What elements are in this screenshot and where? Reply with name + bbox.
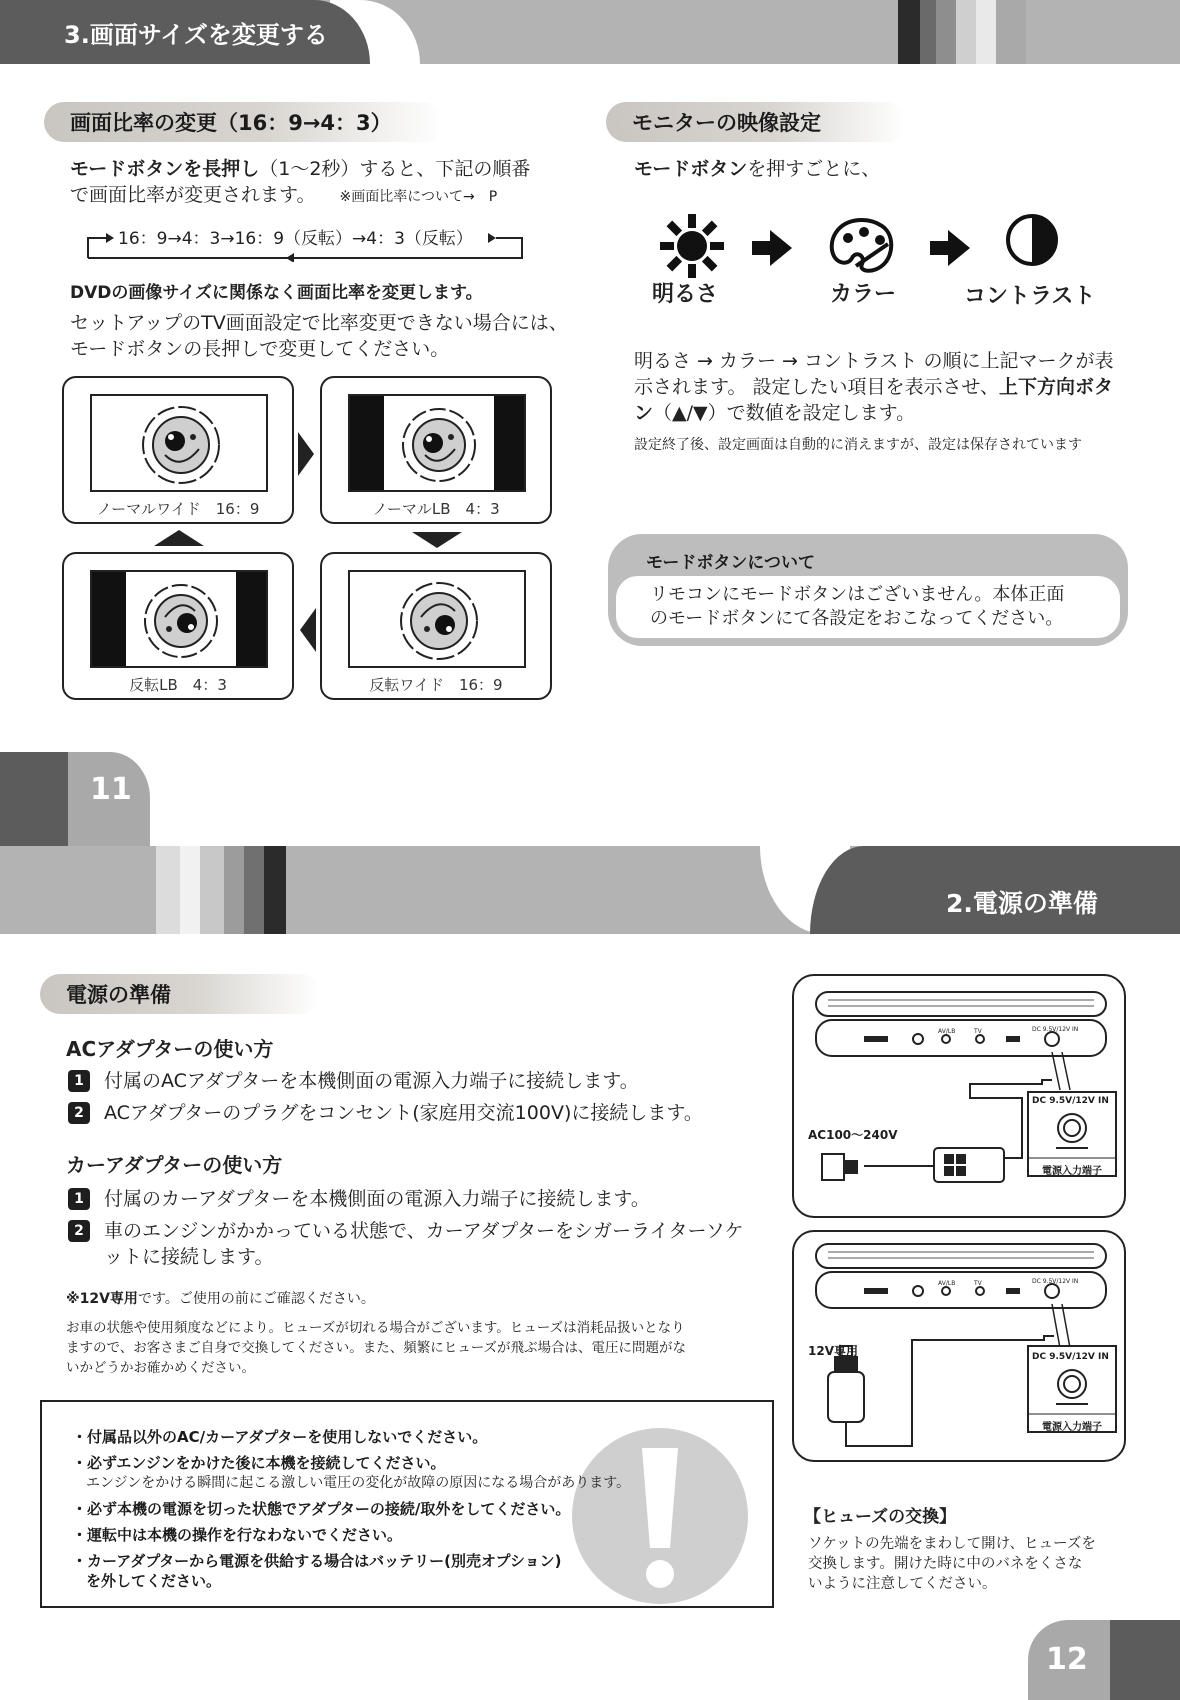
screen-label: 反転LB 4：3	[129, 676, 227, 694]
screen-label: 反転ワイド 16：9	[369, 676, 503, 694]
screen-normal-wide	[62, 376, 294, 524]
icon-label-color: カラー	[830, 282, 897, 307]
panel-label: AV/LB	[938, 1280, 956, 1287]
fuse-note-line2: ますので、お客さまご自身で交換してください。また、頻繁にヒューズが飛ぶ場合は、電圧に問題がな	[66, 1340, 687, 1356]
mode-info-box	[608, 534, 1128, 646]
step-number-badge: 2	[68, 1102, 90, 1124]
monitor-desc-line1: 明るさ → カラー → コントラスト の順に上記マークが表	[634, 350, 1114, 372]
icon-label-contrast: コントラスト	[964, 284, 1096, 309]
page12-footer-block	[1110, 1620, 1180, 1700]
fuse-line: ソケットの先端をまわして開け、ヒューズを	[808, 1536, 1096, 1552]
palette-icon	[826, 214, 898, 278]
aspect-intro-line2: で画面比率が変更されます。 ※画面比率について→ P	[70, 184, 498, 206]
flower-face-icon	[92, 396, 268, 492]
header-stripe	[156, 846, 180, 934]
mode-info-body	[616, 576, 1120, 638]
setup-line2: モードボタンの長押しで変更してください。	[70, 338, 450, 360]
panel-label: TV	[974, 1028, 982, 1035]
warning-line: を外してください。	[86, 1572, 222, 1590]
jack-label: DC 9.5V/12V IN	[1032, 1352, 1109, 1362]
monitor-intro: モードボタンを押すごとに、	[634, 158, 881, 180]
page11-header-tab	[0, 0, 370, 64]
contrast-icon	[1004, 212, 1060, 268]
car-step-2-cont: ットに接続します。	[104, 1246, 274, 1268]
sun-icon	[660, 214, 724, 278]
car-voltage-label: 12V専用	[808, 1344, 858, 1358]
warning-subline: エンジンをかける瞬間に起こる激しい電圧の変化が故障の原因になる場合があります。	[86, 1475, 631, 1491]
ac-step-1: 付属のACアダプターを本機側面の電源入力端子に接続します。	[104, 1070, 639, 1092]
arrow-right-icon	[930, 230, 970, 266]
panel-label: TV	[974, 1280, 982, 1287]
header-stripe	[976, 0, 996, 64]
jack-caption: 電源入力端子	[1042, 1166, 1102, 1177]
header-stripe	[224, 846, 244, 934]
page11-footer-block	[0, 752, 68, 846]
page11-number: 11	[90, 772, 132, 807]
page12-number: 12	[1046, 1642, 1088, 1677]
screen-normal-lb	[320, 376, 552, 524]
warning-line: ・運転中は本機の操作を行なわないでください。	[72, 1526, 403, 1544]
monitor-heading: モニターの映像設定	[606, 102, 906, 142]
fuse-line: 交換します。開けた時に中のバネをくさな	[808, 1556, 1083, 1572]
mode-info-line1: リモコンにモードボタンはございません。本体正面	[650, 584, 1065, 605]
monitor-note: 設定終了後、設定画面は自動的に消えますが、設定は保存されています	[634, 437, 1082, 453]
step-number-badge: 1	[68, 1070, 90, 1092]
fuse-title: 【ヒューズの交換】	[804, 1507, 957, 1527]
panel-label: AV/LB	[938, 1028, 956, 1035]
fuse-note-line1: お車の状態や使用頻度などにより。ヒューズが切れる場合がございます。ヒューズは消耗品扱いとなり	[66, 1320, 685, 1336]
page12-header-title: 2.電源の準備	[946, 889, 1098, 918]
screen-display	[348, 570, 526, 668]
mode-info-title: モードボタンについて	[646, 553, 815, 573]
mode-info-line2: のモードボタンにて各設定をおこなってください。	[650, 608, 1064, 629]
screen-display	[348, 394, 526, 492]
header-stripe	[996, 0, 1026, 64]
flower-face-icon	[350, 396, 526, 492]
warning-line: ・カーアダプターから電源を供給する場合はバッテリー(別売オプション)	[72, 1552, 562, 1570]
header-stripe	[956, 0, 976, 64]
car-title: カーアダプターの使い方	[66, 1153, 283, 1177]
header-stripe	[244, 846, 264, 934]
header-stripe	[200, 846, 224, 934]
aspect-heading: 画面比率の変更（16：9→4：3）	[44, 102, 444, 142]
panel-label: DC 9.5V/12V IN	[1032, 1278, 1079, 1285]
step-number-badge: 2	[68, 1220, 90, 1242]
warning-line: ・必ずエンジンをかけた後に本機を接続してください。	[72, 1454, 446, 1472]
warning-line: ・必ず本機の電源を切った状態でアダプターの接続/取外をしてください。	[72, 1500, 571, 1518]
header-stripe	[936, 0, 956, 64]
panel-label: DC 9.5V/12V IN	[1032, 1026, 1079, 1033]
dvd-note: DVDの画像サイズに関係なく画面比率を変更します。	[70, 283, 483, 303]
jack-label: DC 9.5V/12V IN	[1032, 1096, 1109, 1106]
arrow-up-icon	[154, 530, 204, 546]
arrow-left-icon	[298, 608, 316, 652]
setup-line1: セットアップのTV画面設定で比率変更できない場合には、	[70, 312, 568, 334]
warning-box	[40, 1400, 774, 1608]
header-stripe	[920, 0, 936, 64]
step-number-badge: 1	[68, 1188, 90, 1210]
fuse-note-line3: いかどうかお確かめください。	[66, 1360, 255, 1376]
page11-header-title: 3.画面サイズを変更する	[64, 20, 328, 49]
screen-display	[90, 570, 268, 668]
ac-voltage-label: AC100〜240V	[808, 1128, 898, 1142]
ac-step-2: ACアダプターのプラグをコンセント(家庭用交流100V)に接続します。	[104, 1102, 703, 1124]
arrow-down-icon	[412, 532, 462, 548]
monitor-desc-line3: ン（▲/▼）で数値を設定します。	[634, 402, 916, 424]
screen-reverse-lb	[62, 552, 294, 700]
car-step-2: 車のエンジンがかかっている状態で、カーアダプターをシガーライターソケ	[104, 1220, 744, 1242]
jack-caption: 電源入力端子	[1042, 1422, 1102, 1433]
screen-display	[90, 394, 268, 492]
ac-connection-diagram	[792, 974, 1126, 1218]
aspect-intro: モードボタンを長押し（1〜2秒）すると、下記の順番	[70, 158, 531, 180]
flower-face-icon	[92, 572, 268, 668]
note-12v: ※12V専用です。ご使用の前にご確認ください。	[66, 1291, 375, 1307]
header-stripe	[180, 846, 200, 934]
screen-reverse-wide	[320, 552, 552, 700]
exclamation-icon	[570, 1426, 750, 1606]
arrow-right-icon	[752, 230, 792, 266]
monitor-desc-line2: 示されます。 設定したい項目を表示させ、上下方向ボタ	[634, 376, 1113, 398]
car-connection-diagram	[792, 1230, 1126, 1462]
screen-label: ノーマルLB 4：3	[372, 500, 500, 518]
arrow-right-icon	[298, 432, 316, 476]
warning-line: ・付属品以外のAC/カーアダプターを使用しないでください。	[72, 1428, 488, 1446]
fuse-line: いように注意してください。	[808, 1576, 997, 1592]
screen-label: ノーマルワイド 16：9	[96, 500, 260, 518]
ac-title: ACアダプターの使い方	[66, 1037, 274, 1061]
icon-label-brightness: 明るさ	[652, 282, 719, 307]
header-stripe	[264, 846, 286, 934]
header-stripe	[898, 0, 920, 64]
flower-face-icon	[350, 572, 526, 668]
car-step-1: 付属のカーアダプターを本機側面の電源入力端子に接続します。	[104, 1188, 650, 1210]
sequence-text: 16：9→4：3→16：9（反転）→4：3（反転）	[118, 229, 473, 249]
power-heading: 電源の準備	[40, 974, 320, 1014]
